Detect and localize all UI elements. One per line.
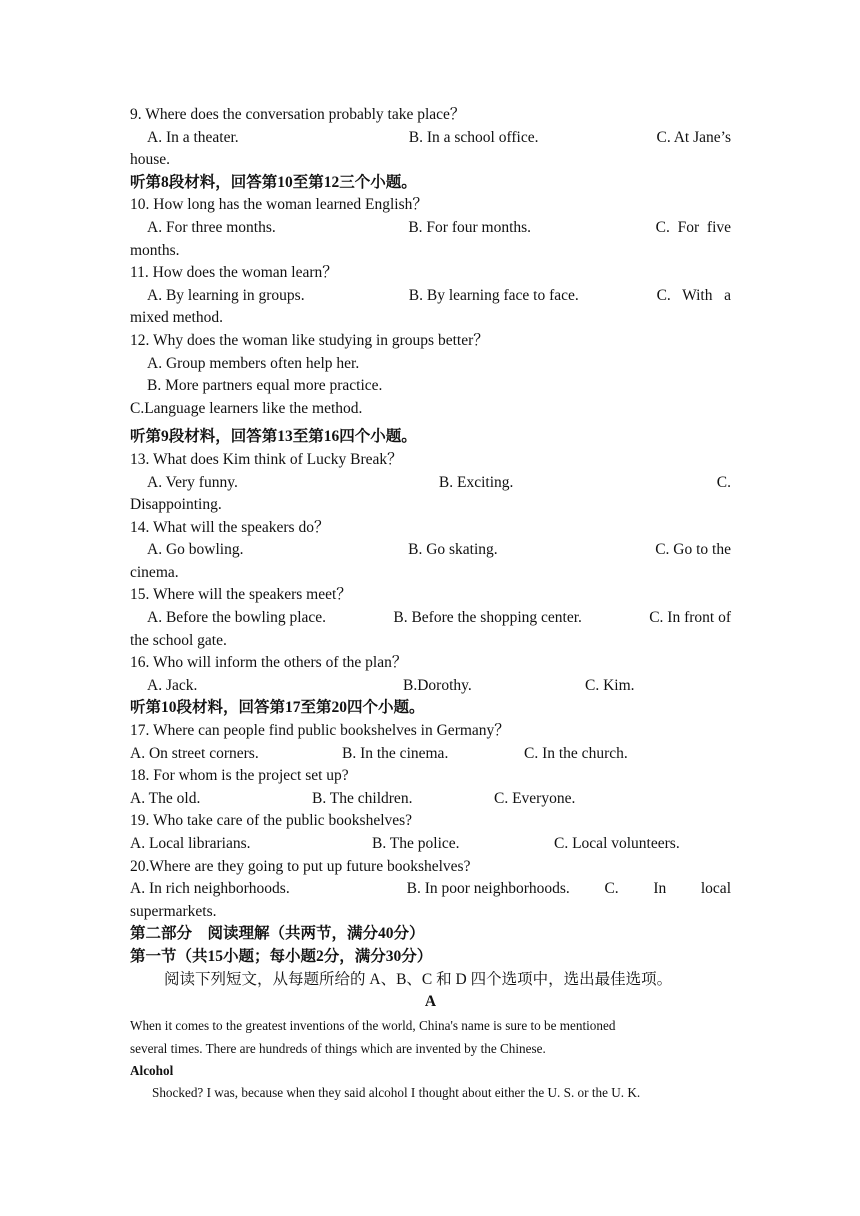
option-c-cont: cinema. — [130, 563, 179, 581]
section-heading-8: 听第8段材料，回答第10至第12三个小题。 — [130, 173, 417, 191]
section-heading-9: 听第9段材料，回答第13至第16四个小题。 — [130, 428, 417, 446]
option-c-cont: Disappointing. — [130, 496, 222, 514]
options-17 — [130, 743, 731, 766]
option-a: A. In a theater. — [147, 128, 239, 146]
option-c: C.Language learners like the method. — [130, 399, 363, 417]
options-9 — [130, 127, 731, 150]
option-a: A. In rich neighborhoods. — [130, 880, 290, 898]
options-15 — [130, 607, 731, 630]
options-13 — [130, 472, 731, 495]
exam-page — [130, 104, 731, 1105]
option-c: C. Go to the — [655, 541, 731, 559]
option-c: C. Everyone. — [494, 789, 576, 807]
option-c-cont: months. — [130, 241, 180, 259]
options-19 — [130, 833, 731, 856]
option-b: B. The police. — [372, 835, 460, 852]
option-a: A. Before the bowling place. — [147, 609, 327, 627]
option-a: A. For three months. — [147, 218, 276, 236]
question-16: 16. Who will inform the others of the plan？ — [130, 654, 408, 672]
question-9: 9. Where does the conversation probably take place？ — [130, 106, 466, 123]
option-b: B.Dorothy. — [403, 676, 472, 694]
instructions: 阅读下列短文，从每题所给的 A、B、C 和 D 四个选项中，选出最佳选项。 — [164, 970, 673, 988]
option-a: A. Jack. — [147, 676, 198, 694]
question-20: 20.Where are they going to put up future bookshelves? — [130, 857, 471, 875]
options-18 — [130, 788, 731, 811]
section-heading-1: 第一节（共15小题；每小题2分，满分30分） — [130, 947, 433, 965]
option-b: B. Go skating. — [408, 541, 498, 559]
question-13: 13. What does Kim think of Lucky Break？ — [130, 450, 403, 468]
option-a: A. Go bowling. — [147, 541, 244, 559]
option-b: B. In a school office. — [408, 128, 539, 146]
passage-paragraph-line: Shocked? I was, because when they said alcohol I thought about either the U. S. or the U. K. — [152, 1085, 641, 1101]
option-c-word: local — [700, 880, 731, 898]
option-b: B. For four months. — [408, 218, 532, 236]
question-14: 14. What will the speakers do？ — [130, 518, 330, 536]
option-a: A. Group members often help her. — [147, 354, 360, 372]
options-11 — [130, 285, 731, 308]
options-16 — [130, 675, 731, 698]
option-a: A. Very funny. — [147, 473, 238, 491]
option-c: C. For five — [655, 218, 731, 236]
option-c-cont: supermarkets. — [130, 902, 217, 920]
option-b: B. Before the shopping center. — [393, 609, 582, 627]
option-a: A. By learning in groups. — [147, 286, 305, 304]
passage-paragraph-line: When it comes to the greatest inventions of the world, China's name is sure to be mentioned — [130, 1017, 616, 1033]
question-18: 18. For whom is the project set up? — [130, 767, 349, 785]
option-c-cont: mixed method. — [130, 309, 223, 327]
question-17: 17. Where can people find public bookshelves in Germany？ — [130, 722, 510, 740]
option-b: B. By learning face to face. — [408, 286, 579, 304]
question-15: 15. Where will the speakers meet？ — [130, 586, 352, 604]
option-c: C. In the church. — [524, 744, 628, 762]
option-b: B. In poor neighborhoods. — [406, 880, 570, 898]
option-b: B. In the cinema. — [342, 744, 449, 762]
option-c: C. Kim. — [585, 676, 635, 694]
option-c: C. At Jane’s — [656, 128, 731, 146]
options-10 — [130, 217, 731, 240]
passage-label: A — [424, 993, 437, 1011]
option-c-word: In — [653, 880, 667, 898]
option-a: A. The old. — [130, 789, 201, 807]
option-c-cont: house. — [130, 151, 171, 169]
option-c: C. In front of — [649, 609, 731, 627]
section-heading-10: 听第10段材料，回答第17至第20四个小题。 — [130, 699, 425, 717]
question-10: 10. How long has the woman learned English？ — [130, 196, 428, 214]
option-c: C. — [716, 473, 731, 491]
passage-paragraph-line: several times. There are hundreds of things which are invented by the Chinese. — [130, 1040, 546, 1056]
options-14 — [130, 539, 731, 562]
part-heading: 第二部分 阅读理解（共两节，满分40分） — [130, 925, 425, 943]
option-b: B. Exciting. — [438, 473, 514, 491]
option-c-cont: the school gate. — [130, 631, 227, 649]
option-a: A. Local librarians. — [130, 835, 251, 852]
option-b: B. The children. — [312, 789, 413, 807]
option-b: B. More partners equal more practice. — [147, 377, 383, 395]
option-a: A. On street corners. — [130, 744, 259, 762]
question-11: 11. How does the woman learn？ — [130, 264, 338, 282]
question-19: 19. Who take care of the public bookshelves? — [130, 812, 413, 830]
passage-subheading: Alcohol — [130, 1062, 174, 1078]
question-12: 12. Why does the woman like studying in groups better？ — [130, 331, 489, 349]
option-c: C. With a — [656, 286, 731, 304]
options-20 — [130, 878, 731, 901]
option-c: C. — [604, 880, 619, 898]
option-c: C. Local volunteers. — [554, 835, 680, 852]
